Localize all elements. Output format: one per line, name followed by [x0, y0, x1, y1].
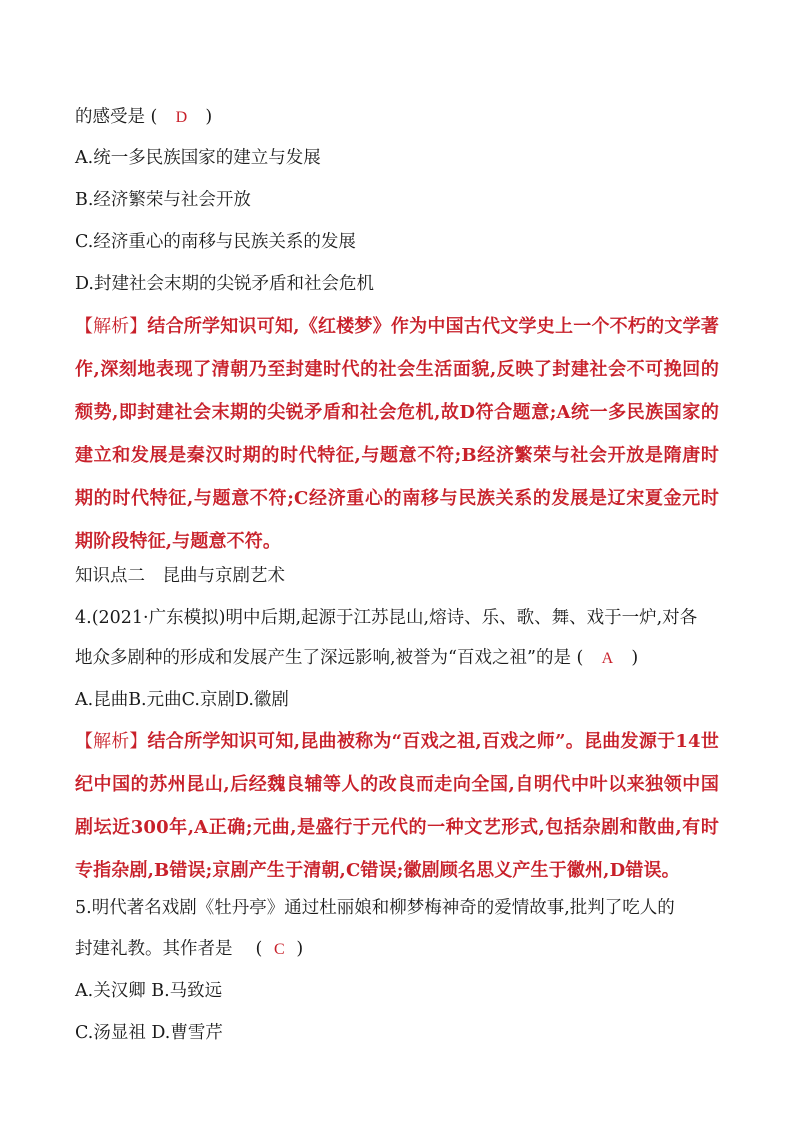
q5-options-row1: A.关汉卿 B.马致远: [75, 981, 223, 1001]
q3-stem-text: 的感受是 (: [75, 107, 158, 127]
q3-stem-tail: [75, 105, 212, 130]
q5-options-row2: C.汤显祖 D.曹雪芹: [75, 1023, 223, 1043]
q3-answer: D: [175, 109, 188, 126]
q4-answer: A: [601, 650, 614, 667]
q3-option-a: A.统一多民族国家的建立与发展: [75, 148, 321, 168]
section-title: 知识点二 昆曲与京剧艺术: [75, 566, 285, 586]
q3-option-c: C.经济重心的南移与民族关系的发展: [75, 232, 356, 252]
q4-explain-text: 结合所学知识可知,昆曲被称为“百戏之祖,百戏之师”。昆曲发源于14世纪中国的苏州昆山,后经魏良辅等人的改良而走向全国,自明代中叶以来独领中国剧坛近300年,A正确;元曲,是盛行于元代的一种文艺形式,包括杂剧和散曲,有时专指杂剧,B错误;京剧产生于清朝,C错误;徽剧顾名思义产生于徽州,D错误。: [75, 731, 719, 881]
q4-explain-tag: 【解析】: [75, 731, 148, 752]
q3-explain-text: 结合所学知识可知,《红楼梦》作为中国古代文学史上一个不朽的文学著作,深刻地表现了清朝乃至封建时代的社会生活面貌,反映了封建社会不可挽回的颓势,即封建社会末期的尖锐矛盾和社会危机,故D符合题意;A统一多民族国家的建立和发展是秦汉时期的时代特征,与题意不符;B经济繁荣与社会开放是隋唐时期的时代特征,与题意不符;C经济重心的南移与民族关系的发展是辽宋夏金元时期阶段特征,与题意不符。: [75, 316, 719, 552]
q5-answer: C: [274, 941, 285, 958]
q4-options: A.昆曲B.元曲C.京剧D.徽剧: [75, 690, 289, 710]
q5-stem-line1: 5.明代著名戏剧《牡丹亭》通过杜丽娘和柳梦梅神奇的爱情故事,批判了吃人的: [75, 898, 675, 918]
q3-option-b: B.经济繁荣与社会开放: [75, 190, 251, 210]
q4-stem-close: ): [631, 648, 639, 668]
q5-stem-line2: [75, 937, 303, 962]
q3-option-d: D.封建社会末期的尖锐矛盾和社会危机: [75, 274, 374, 294]
q4-stem-line1: 4.(2021·广东模拟)明中后期,起源于江苏昆山,熔诗、乐、歌、舞、戏于一炉,对各: [75, 608, 698, 628]
q5-stem-close: ): [296, 939, 304, 959]
q4-explanation: [75, 720, 719, 892]
q3-explanation: [75, 305, 719, 563]
q3-stem-close: ): [205, 107, 213, 127]
q4-stem-text: 地众多剧种的形成和发展产生了深远影响,被誉为“百戏之祖”的是 (: [75, 648, 584, 668]
q4-stem-line2: [75, 646, 638, 671]
q3-explain-tag: 【解析】: [75, 316, 148, 337]
q5-stem-text: 封建礼教。其作者是 (: [75, 939, 263, 959]
